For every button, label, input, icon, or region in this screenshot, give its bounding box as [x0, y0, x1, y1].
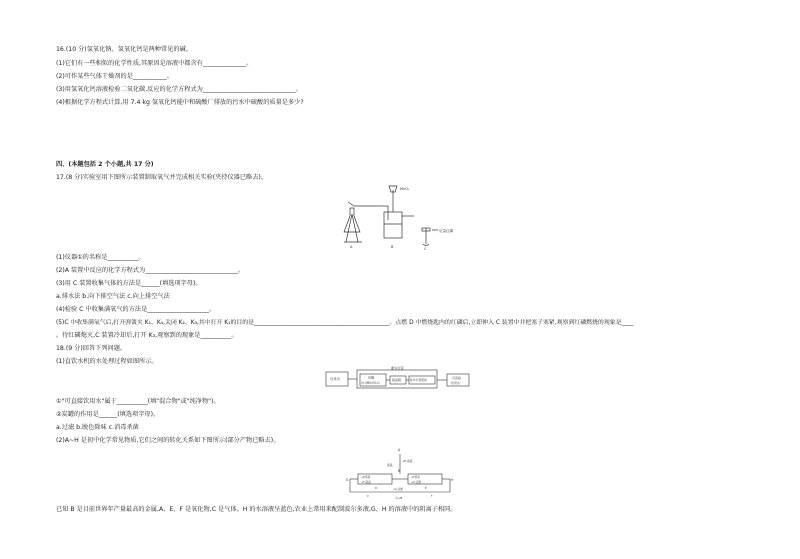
- rel-arrow-2: +F,高温: [361, 481, 371, 484]
- q16-line-3: (3)用氢氧化钙溶液检验二氧化碳,反应的化学方程式为______________________________。: [56, 86, 302, 93]
- flow-carbon-label: 炭罐: [368, 375, 375, 380]
- substance-relation-figure: [345, 444, 455, 502]
- rel-bottom-label: ①+B: [395, 496, 403, 500]
- q17-line-2: (2)A 装置中反应的化学方程式为______________________________。: [56, 267, 245, 274]
- rel-node-h: H: [451, 478, 454, 482]
- flow-carbon-note: (内含颗粒活性炭): [361, 381, 380, 385]
- apparatus-b: [376, 186, 414, 238]
- q17-line-1: (1)仪器①的名称是__________。: [56, 254, 145, 261]
- rel-arrow-6: +C,点燃: [393, 488, 403, 491]
- q17-line-3-options: a.排水法 b.向下排空气法 c.向上排空气法: [56, 293, 170, 300]
- flow-input-label: 自来水: [330, 377, 341, 381]
- rel-node-c: C: [367, 495, 369, 498]
- q18-line-3-options: a.过滤 b.脱色除味 c.消毒杀菌: [56, 424, 139, 431]
- q16-line-2: (2)可作某些气体干燥剂的是___________。: [56, 73, 174, 80]
- q16-title: 16.(10 分)氢氧化钠、氢氧化钙是两种常见的碱。: [56, 46, 192, 53]
- rel-arrow-5: +C,点燃: [411, 481, 421, 484]
- q17-line-3: (3)用 C 装置收集气体的方法是______(填选项字母)。: [56, 280, 202, 287]
- rel-arrow-1: +E,高温: [402, 459, 413, 463]
- rel-arrow-4: +F溶液: [411, 476, 420, 479]
- rel-node-g: G: [346, 478, 349, 482]
- q17-title: 17.(8 分)实验室用下图所示装置制取氧气并完成相关实验(夹持仪器已略去)。: [56, 174, 268, 181]
- q18-line-5: 已知 B 是目前世界年产量最高的金属,A、E、F 是氧化物,C 是气体。H 的水溶液呈蓝色,农业上常用来配制波尔多液,G、H 的溶液中的阴离子相同。: [56, 506, 457, 513]
- oxygen-apparatus-figure: [340, 184, 470, 250]
- fig-label-mno2: MnO₂: [400, 187, 410, 191]
- rel-cond-mid: 高温: [387, 463, 393, 467]
- q18-title: 18.(9 分)回答下列问题。: [56, 345, 127, 352]
- fig-label-b: B: [391, 245, 394, 249]
- q18-line-3: ②炭罐的作用是______(填选项字母)。: [56, 411, 160, 418]
- q16-line-4: (4)根据化学方程式计算,用 7.4 kg 氢氧化钙能中和硫酸厂排放的污水中硫酸的质量是多少?: [56, 99, 304, 106]
- section-4-title: 四、(本题包括 2 个小题,共 17 分): [56, 161, 154, 168]
- rel-node-f: F: [431, 495, 433, 498]
- rel-node-e: E: [425, 487, 427, 490]
- rel-node-d: D: [375, 487, 377, 490]
- fig-label-red-phosphorus: 足量红磷: [439, 229, 453, 233]
- q18-line-2: ①"可直接饮用水"属于__________(填"混合物"或"纯净物")。: [56, 398, 220, 405]
- rel-arrow-3: +H溶液: [361, 476, 371, 479]
- water-treatment-flow-figure: [325, 366, 475, 392]
- q17-line-4: (4)检验 C 中收集满氧气的方法是____________________。: [56, 306, 216, 313]
- flow-membrane-label: 超滤膜: [392, 378, 402, 382]
- q16-line-1: (1)它们有一些相似的化学性质,其原因是溶液中都含有______________。: [56, 60, 253, 67]
- q17-line-5: (5)C 中收集满氧气后,打开弹簧夹 K₁、K₄,关闭 K₂、K₃,其中打开 K₁的目的是______________________________________________。点燃 D 中燃烧匙内的红磷后,立即伸入 C 装置中并把塞子塞紧,观察到红磷燃烧的现象是____: [56, 320, 634, 326]
- flow-output-label-a: 可直接: [452, 376, 462, 380]
- rel-node-a: A: [398, 448, 401, 452]
- flow-uv-top-label: 紫外灯管: [391, 366, 404, 371]
- fig-label-c: C: [424, 247, 427, 250]
- q17-line-6: 。待红磷熄灭,C 装置冷却后,打开 K₃,观察到的现象是__________。: [56, 332, 238, 339]
- flow-uv-label: 紫外灯管照射: [410, 378, 427, 382]
- flow-output-label-b: 饮用水: [451, 381, 461, 385]
- q18-line-4: (2)A~H 是初中化学常见物质,它们之间的转化关系如下图所示(部分产物已略去)。: [56, 437, 280, 444]
- apparatus-d: [422, 228, 438, 246]
- rel-node-b: B: [398, 469, 401, 473]
- fig-label-a: A: [350, 245, 353, 249]
- q18-line-1: (1)直饮水机的水处理过程如图所示。: [56, 358, 158, 365]
- apparatus-a: [344, 202, 376, 242]
